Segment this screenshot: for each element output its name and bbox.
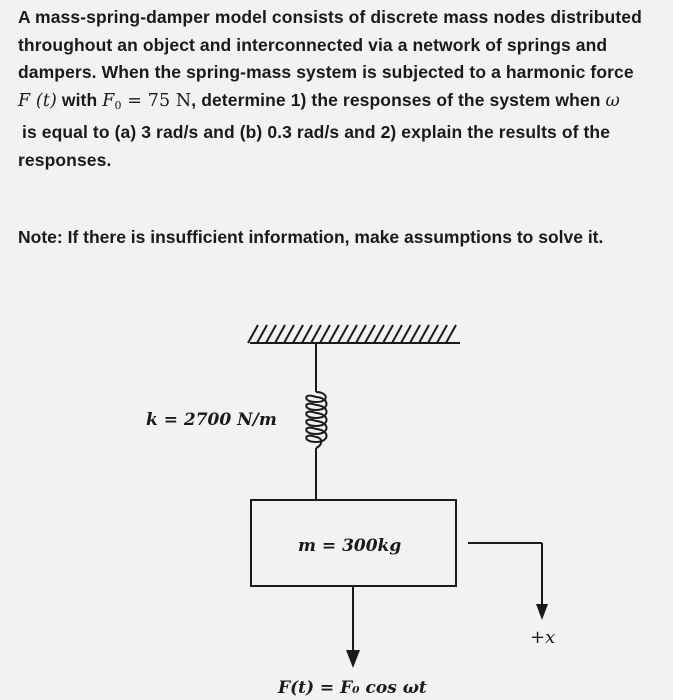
problem-line-5: is equal to (a) 3 rad/s and (b) 0.3 rad/s and 2) explain the results of the [22, 122, 611, 142]
f0-subscript: 0 [114, 98, 122, 112]
problem-line-6: responses. [18, 149, 112, 170]
fixed-support-hatching [248, 325, 456, 343]
note-text: Note: If there is insufficient information, make assumptions to solve it. [18, 227, 604, 247]
with-word: with [61, 89, 98, 110]
direction-arrow-head [536, 604, 548, 620]
force-symbol: F (t) [18, 90, 57, 111]
force-label: F(t) = F₀ cos ωt [278, 678, 427, 698]
problem-line-1: A mass-spring-damper model consists of discrete mass nodes distributed [18, 7, 642, 27]
force-arrow-head [346, 650, 360, 668]
problem-line-2: throughout an object and interconnected via a network of springs and [18, 34, 608, 55]
spring-coil [306, 392, 326, 448]
problem-line-3: dampers. When the spring-mass system is subjected to a harmonic force [18, 62, 634, 82]
f0-symbol: F [102, 90, 115, 111]
omega-symbol: ω [605, 90, 620, 111]
direction-label: +x [530, 627, 556, 648]
f0-value: = 75 N [127, 90, 192, 111]
problem-line-4-rest: , determine 1) the responses of the system when [191, 89, 601, 110]
spring-constant-label: k = 2700 N/m [146, 410, 277, 430]
mass-label: m = 300kg [298, 536, 402, 556]
